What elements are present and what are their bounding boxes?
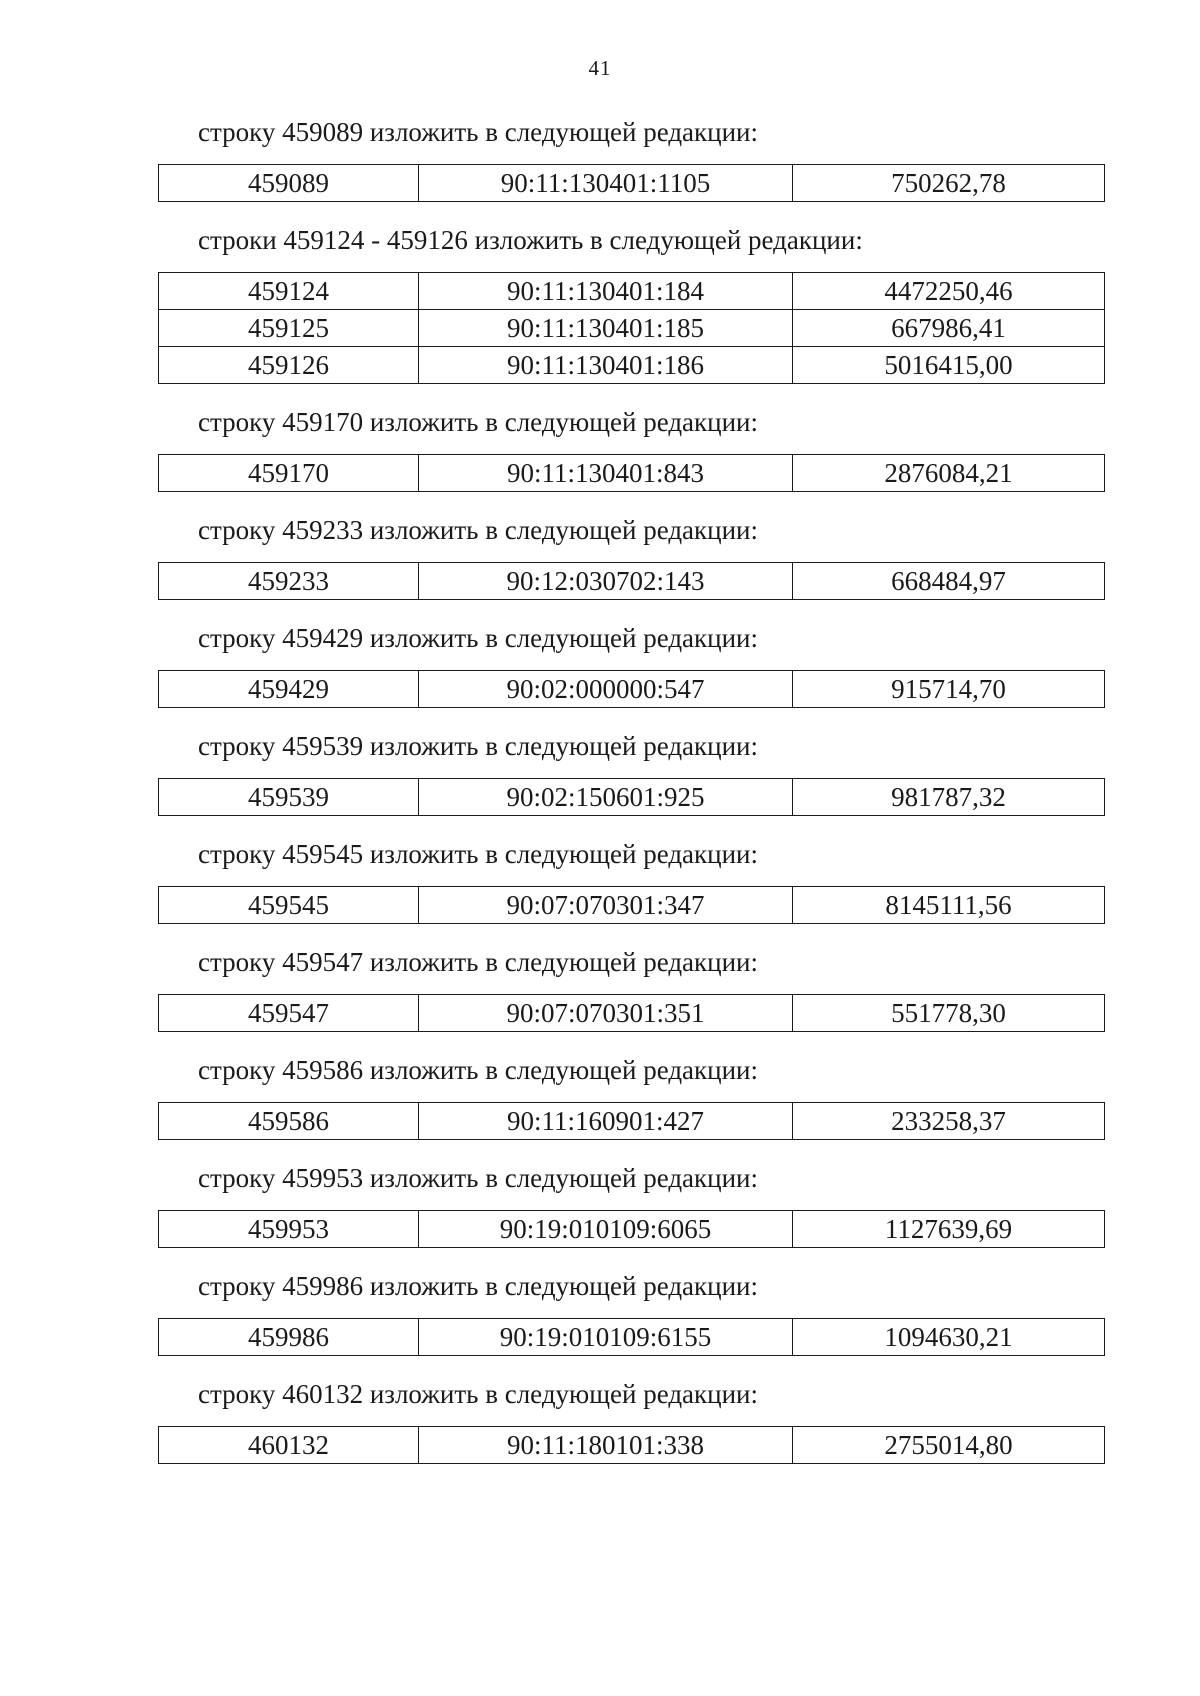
value-cell: 1094630,21	[793, 1319, 1105, 1356]
amendment-table	[158, 886, 1105, 924]
row-number-cell: 459953	[159, 1211, 419, 1248]
table-row	[159, 1211, 1105, 1248]
amendment-table	[158, 994, 1105, 1032]
amendment-section	[158, 222, 1104, 384]
cadastral-number-cell: 90:07:070301:347	[419, 887, 793, 924]
row-number-cell: 459233	[159, 563, 419, 600]
cadastral-number-cell: 90:11:160901:427	[419, 1103, 793, 1140]
row-number-cell: 459126	[159, 347, 419, 384]
value-cell: 1127639,69	[793, 1211, 1105, 1248]
value-cell: 2876084,21	[793, 455, 1105, 492]
row-number-cell: 459089	[159, 165, 419, 202]
amendment-section	[158, 404, 1104, 492]
amendment-table	[158, 670, 1105, 708]
amendment-section	[158, 836, 1104, 924]
row-number-cell: 459547	[159, 995, 419, 1032]
amendment-instruction: строку 459429 изложить в следующей редакции:	[198, 623, 759, 653]
value-cell: 668484,97	[793, 563, 1105, 600]
cadastral-number-cell: 90:02:000000:547	[419, 671, 793, 708]
page-number: 41	[588, 56, 612, 80]
row-number-cell: 459545	[159, 887, 419, 924]
amendment-instruction: строки 459124 - 459126 изложить в следующей редакции:	[198, 225, 863, 255]
document-body	[158, 114, 1104, 1484]
value-cell: 8145111,56	[793, 887, 1105, 924]
amendment-instruction: строку 459539 изложить в следующей редакции:	[198, 731, 759, 761]
amendment-table	[158, 164, 1105, 202]
value-cell: 915714,70	[793, 671, 1105, 708]
cadastral-number-cell: 90:02:150601:925	[419, 779, 793, 816]
table-row	[159, 347, 1105, 384]
row-number-cell: 459986	[159, 1319, 419, 1356]
amendment-section	[158, 512, 1104, 600]
value-cell: 981787,32	[793, 779, 1105, 816]
amendment-table	[158, 1102, 1105, 1140]
amendment-table	[158, 778, 1105, 816]
table-row	[159, 455, 1105, 492]
amendment-section	[158, 620, 1104, 708]
value-cell: 5016415,00	[793, 347, 1105, 384]
cadastral-number-cell: 90:11:130401:185	[419, 310, 793, 347]
table-row	[159, 273, 1105, 310]
value-cell: 667986,41	[793, 310, 1105, 347]
cadastral-number-cell: 90:11:130401:1105	[419, 165, 793, 202]
cadastral-number-cell: 90:12:030702:143	[419, 563, 793, 600]
amendment-table	[158, 454, 1105, 492]
table-row	[159, 1319, 1105, 1356]
amendment-section	[158, 728, 1104, 816]
row-number-cell: 460132	[159, 1427, 419, 1464]
cadastral-number-cell: 90:11:130401:186	[419, 347, 793, 384]
table-row	[159, 995, 1105, 1032]
amendment-instruction: строку 459547 изложить в следующей редакции:	[198, 947, 759, 977]
amendment-section	[158, 114, 1104, 202]
cadastral-number-cell: 90:19:010109:6155	[419, 1319, 793, 1356]
table-row	[159, 563, 1105, 600]
row-number-cell: 459170	[159, 455, 419, 492]
table-row	[159, 887, 1105, 924]
row-number-cell: 459539	[159, 779, 419, 816]
amendment-table	[158, 562, 1105, 600]
cadastral-number-cell: 90:11:130401:184	[419, 273, 793, 310]
cadastral-number-cell: 90:19:010109:6065	[419, 1211, 793, 1248]
table-row	[159, 165, 1105, 202]
table-row	[159, 1427, 1105, 1464]
cadastral-number-cell: 90:11:180101:338	[419, 1427, 793, 1464]
table-row	[159, 671, 1105, 708]
amendment-table	[158, 1210, 1105, 1248]
amendment-instruction: строку 459170 изложить в следующей редакции:	[198, 407, 759, 437]
amendment-instruction: строку 459089 изложить в следующей редакции:	[198, 117, 759, 147]
amendment-section	[158, 1160, 1104, 1248]
cadastral-number-cell: 90:07:070301:351	[419, 995, 793, 1032]
amendment-instruction: строку 459586 изложить в следующей редакции:	[198, 1055, 759, 1085]
amendment-instruction: строку 459986 изложить в следующей редакции:	[198, 1271, 759, 1301]
value-cell: 750262,78	[793, 165, 1105, 202]
row-number-cell: 459429	[159, 671, 419, 708]
amendment-instruction: строку 459233 изложить в следующей редакции:	[198, 515, 759, 545]
amendment-instruction: строку 459545 изложить в следующей редакции:	[198, 839, 759, 869]
table-row	[159, 310, 1105, 347]
table-row	[159, 1103, 1105, 1140]
amendment-table	[158, 1318, 1105, 1356]
amendment-section	[158, 1052, 1104, 1140]
row-number-cell: 459125	[159, 310, 419, 347]
amendment-table	[158, 272, 1105, 384]
amendment-section	[158, 1376, 1104, 1464]
value-cell: 2755014,80	[793, 1427, 1105, 1464]
amendment-section	[158, 944, 1104, 1032]
table-row	[159, 779, 1105, 816]
amendment-instruction: строку 459953 изложить в следующей редакции:	[198, 1163, 759, 1193]
value-cell: 4472250,46	[793, 273, 1105, 310]
value-cell: 233258,37	[793, 1103, 1105, 1140]
amendment-instruction: строку 460132 изложить в следующей редакции:	[198, 1379, 759, 1409]
row-number-cell: 459586	[159, 1103, 419, 1140]
cadastral-number-cell: 90:11:130401:843	[419, 455, 793, 492]
row-number-cell: 459124	[159, 273, 419, 310]
value-cell: 551778,30	[793, 995, 1105, 1032]
amendment-table	[158, 1426, 1105, 1464]
amendment-section	[158, 1268, 1104, 1356]
